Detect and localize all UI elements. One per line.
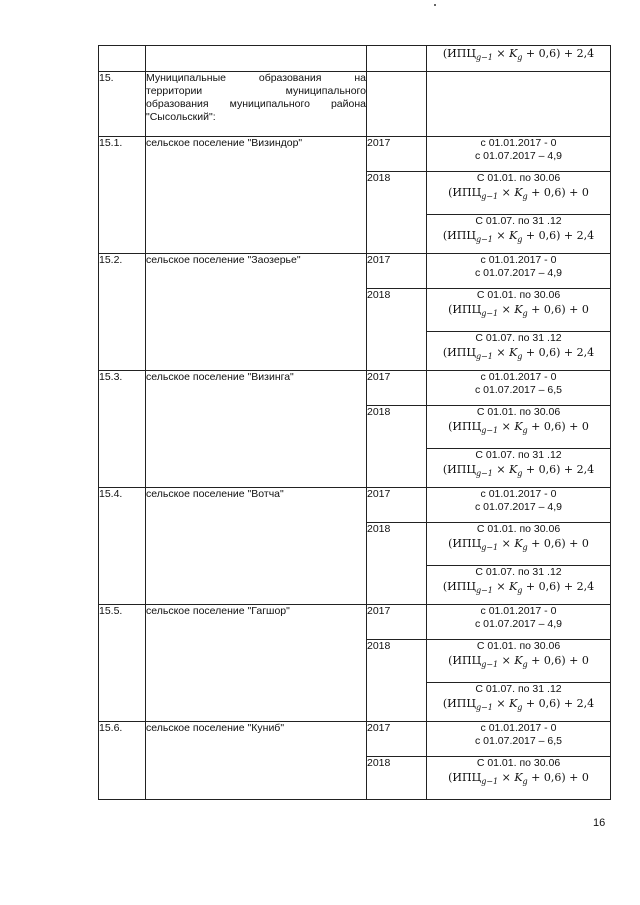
period-label: С 01.01. по 30.06: [476, 523, 561, 535]
formula: $(ИПЦ_{g-1} \times K_g + 0,6) + 2,4$: [442, 346, 595, 362]
rate-line: с 01.01.2017 - 0: [480, 371, 557, 383]
year-cell: 2017: [367, 137, 427, 172]
settlement-name: сельское поселение "Вотча": [146, 488, 367, 605]
settlement-name: сельское поселение "Куниб": [146, 722, 367, 800]
period-label: С 01.01. по 30.06: [476, 757, 561, 769]
formula: $(ИПЦ_{g-1} \times K_g + 0,6) + 0$: [448, 771, 589, 787]
rate-line: с 01.01.2017 - 0: [480, 137, 557, 149]
row-number: 15.: [99, 72, 146, 137]
table-row: [99, 722, 611, 757]
table-row: [99, 137, 611, 172]
rate-period-cell: [427, 406, 611, 449]
table-row: [99, 254, 611, 289]
settlement-name: сельское поселение "Визиндор": [146, 137, 367, 254]
rate-period-cell: [427, 215, 611, 254]
rate-line: с 01.07.2017 – 6,5: [475, 384, 562, 396]
period-label: С 01.07. по 31 .12: [475, 449, 562, 461]
rate-2017-cell: [427, 722, 611, 757]
page-number: 16: [593, 817, 606, 829]
year-cell: 2018: [367, 406, 427, 488]
period-label: С 01.07. по 31 .12: [475, 566, 562, 578]
rate-period-cell: [427, 332, 611, 371]
rate-period-cell: [427, 172, 611, 215]
settlement-name: сельское поселение "Визинга": [146, 371, 367, 488]
formula: $(ИПЦ_{g-1} \times K_g + 0,6) + 0$: [448, 420, 589, 436]
municipality-heading: [146, 72, 367, 137]
rate-2017-cell: [427, 605, 611, 640]
year-cell: 2017: [367, 605, 427, 640]
rate-2017-cell: [427, 137, 611, 172]
rate-2017-cell: [427, 371, 611, 406]
formula: $(ИПЦ_{g-1} \times K_g + 0,6) + 2,4$: [442, 697, 595, 713]
formula: $(ИПЦ_{g-1} \times K_g + 0,6) + 2,4$: [442, 47, 595, 63]
row-number: 15.6.: [99, 722, 146, 800]
settlement-name: сельское поселение "Гагшор": [146, 605, 367, 722]
heading-line: образования муниципального района: [146, 98, 366, 110]
year-cell: 2018: [367, 757, 427, 800]
year-cell: 2018: [367, 640, 427, 722]
year-cell: 2018: [367, 523, 427, 605]
rate-line: с 01.07.2017 – 4,9: [475, 150, 562, 162]
tariff-table: [98, 45, 611, 800]
rate-line: с 01.01.2017 - 0: [480, 254, 557, 266]
rate-line: с 01.07.2017 – 6,5: [475, 735, 562, 747]
rate-period-cell: [427, 757, 611, 800]
rate-period-cell: [427, 523, 611, 566]
formula: $(ИПЦ_{g-1} \times K_g + 0,6) + 0$: [448, 654, 589, 670]
rate-2017-cell: [427, 488, 611, 523]
settlement-name: сельское поселение "Заозерье": [146, 254, 367, 371]
formula: $(ИПЦ_{g-1} \times K_g + 0,6) + 2,4$: [442, 463, 595, 479]
year-cell: 2017: [367, 722, 427, 757]
formula: $(ИПЦ_{g-1} \times K_g + 0,6) + 0$: [448, 537, 589, 553]
formula: $(ИПЦ_{g-1} \times K_g + 0,6) + 2,4$: [442, 580, 595, 596]
year-cell: 2017: [367, 371, 427, 406]
period-label: С 01.01. по 30.06: [476, 640, 561, 652]
rate-period-cell: [427, 289, 611, 332]
row-number: 15.5.: [99, 605, 146, 722]
rate-2017-cell: [427, 254, 611, 289]
rate-line: с 01.07.2017 – 4,9: [475, 618, 562, 630]
row-number: 15.2.: [99, 254, 146, 371]
table-row-top: [99, 46, 611, 72]
period-label: С 01.07. по 31 .12: [475, 332, 562, 344]
rate-line: с 01.07.2017 – 4,9: [475, 267, 562, 279]
period-label: С 01.07. по 31 .12: [475, 215, 562, 227]
heading-line: Муниципальные образования на: [146, 72, 366, 84]
period-label: С 01.07. по 31 .12: [475, 683, 562, 695]
year-cell: 2018: [367, 289, 427, 371]
rate-period-cell: [427, 640, 611, 683]
table-row: [99, 488, 611, 523]
year-cell: 2017: [367, 254, 427, 289]
period-label: С 01.01. по 30.06: [476, 406, 561, 418]
rate-line: с 01.07.2017 – 4,9: [475, 501, 562, 513]
period-label: С 01.01. по 30.06: [476, 289, 561, 301]
heading-line: "Сысольский":: [146, 111, 216, 123]
table-row: [99, 605, 611, 640]
formula: $(ИПЦ_{g-1} \times K_g + 0,6) + 0$: [448, 303, 589, 319]
heading-line: территории муниципального: [146, 85, 366, 97]
rate-line: с 01.01.2017 - 0: [480, 722, 557, 734]
period-label: С 01.01. по 30.06: [476, 172, 561, 184]
top-formula-cell: [427, 46, 611, 72]
row-number: 15.4.: [99, 488, 146, 605]
year-cell: 2018: [367, 172, 427, 254]
table-row-header: [99, 72, 611, 137]
rate-line: с 01.01.2017 - 0: [480, 605, 557, 617]
formula: $(ИПЦ_{g-1} \times K_g + 0,6) + 0$: [448, 186, 589, 202]
rate-period-cell: [427, 449, 611, 488]
row-number: 15.3.: [99, 371, 146, 488]
scan-speck: [434, 4, 436, 6]
formula: $(ИПЦ_{g-1} \times K_g + 0,6) + 2,4$: [442, 229, 595, 245]
rate-period-cell: [427, 683, 611, 722]
row-number: 15.1.: [99, 137, 146, 254]
year-cell: 2017: [367, 488, 427, 523]
rate-line: с 01.01.2017 - 0: [480, 488, 557, 500]
table-row: [99, 371, 611, 406]
rate-period-cell: [427, 566, 611, 605]
